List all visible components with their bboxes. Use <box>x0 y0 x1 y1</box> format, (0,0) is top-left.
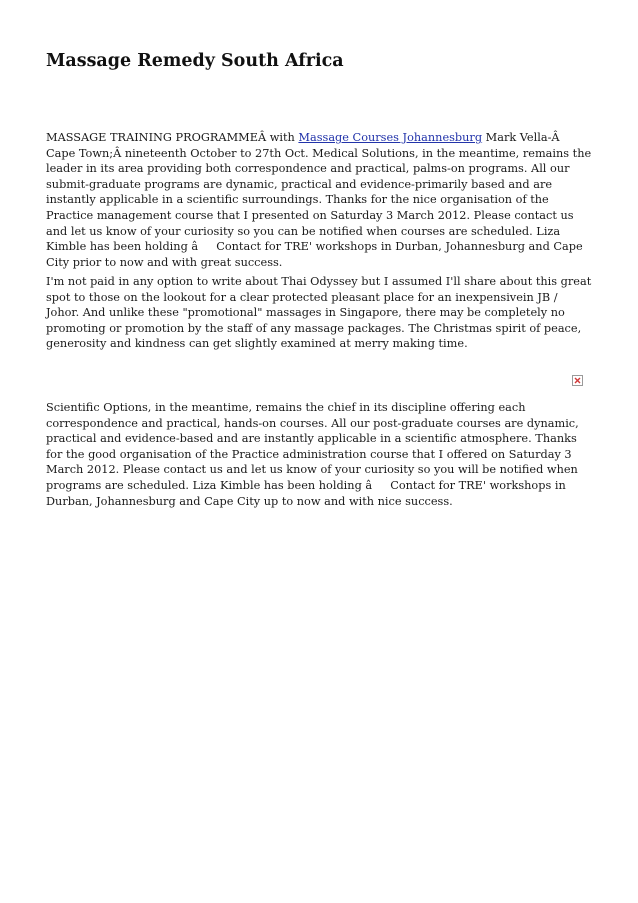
paragraph-1-rest: Mark Vella-Â Cape Town;Â nineteenth October to 27th Oct. Medical Solutions, in the meantime, remains the leader in its area providing both correspondence and practical, palms-on programs. All our submit-graduate programs are dynamic, practical and evidence-primarily based and are instantly applicable in a scientific surroundings. Thanks for the nice organisation of the Practice management course that I presented on Saturday 3 March 2012. Please contact us and let us know of your curiosity so you can be notified when courses are scheduled. Liza Kimble has been holding âContact for TRE' workshops in Durban, Johannesburg and Cape City prior to now and with great success. <box>46 131 592 269</box>
page-title: Massage Remedy South Africa <box>46 51 344 71</box>
paragraph-1 <box>46 130 592 270</box>
massage-courses-link[interactable]: Massage Courses Johannesburg <box>298 131 483 144</box>
paragraph-2: I'm not paid in any option to write about Thai Odyssey but I assumed I'll share about this great spot to those on the lookout for a clear protected pleasant place for an inexpensivein JB / Johor. And unlike these "promotional" massages in Singapore, there may be completely no promoting or promotion by the staff of any massage packages. The Christmas spirit of peace, generosity and kindness can get slightly examined at merry making time. <box>46 275 592 351</box>
broken-image-icon <box>572 375 583 386</box>
paragraph-1-intro: MASSAGE TRAINING PROGRAMMEÂ with <box>46 131 299 144</box>
paragraph-3: Scientific Options, in the meantime, remains the chief in its discipline offering each correspondence and practical, hands-on courses. All our post-graduate courses are dynamic, practical and evidence-based and are instantly applicable in a scientific atmosphere. Thanks for the good organisation of the Practice administration course that I offered on Saturday 3 March 2012. Please contact us and let us know of your curiosity so you will be notified when programs are scheduled. Liza Kimble has been holding âContact for TRE' workshops in Durban, Johannesburg and Cape City up to now and with nice success. <box>46 401 579 508</box>
